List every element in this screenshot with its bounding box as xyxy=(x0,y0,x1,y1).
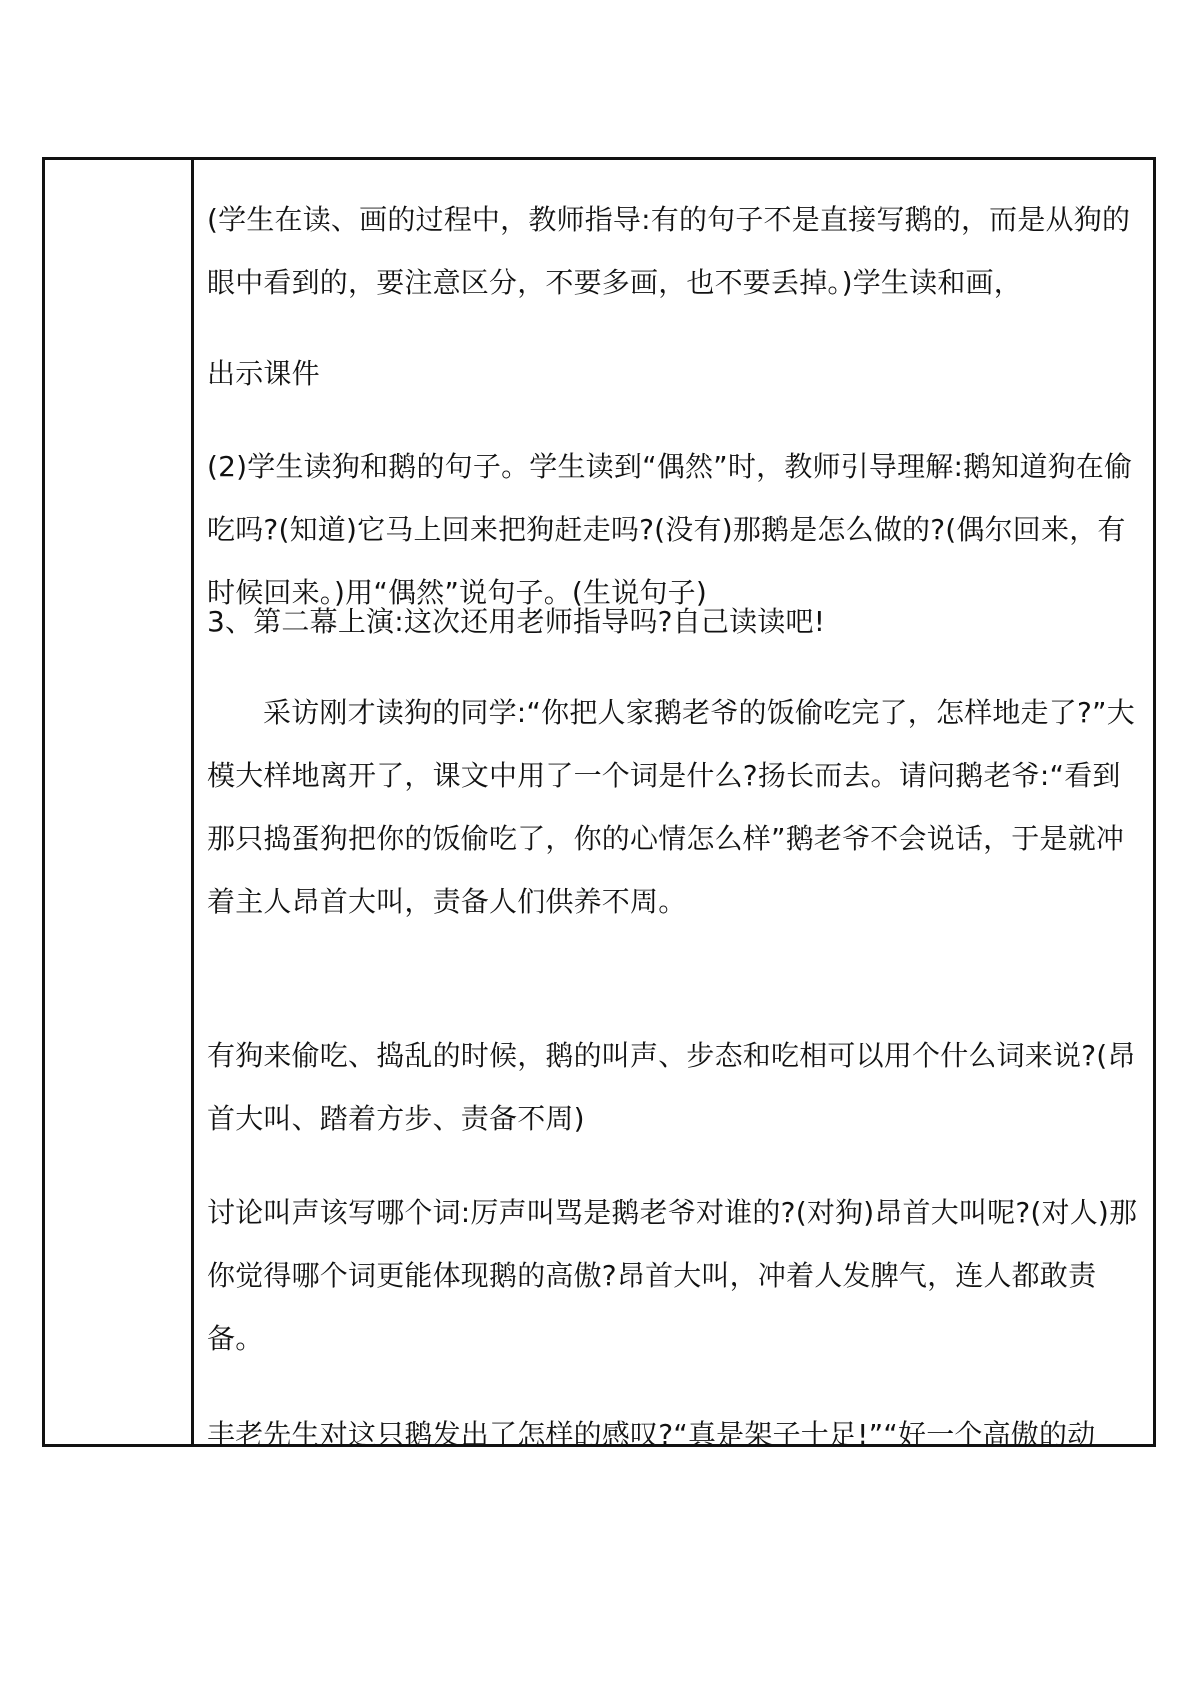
paragraph-author-sigh: 丰老先生对这只鹅发出了怎样的感叹?“真是架子十足!”“好一个高傲的动 xyxy=(207,1418,1096,1451)
paragraph-reading-guidance: (学生在读、画的过程中，教师指导:有的句子不是直接写鹅的，而是从狗的眼中看到的，要注意区分，不要多画，也不要丢掉。)学生读和画， xyxy=(207,203,1131,299)
paragraph-goose-behavior: 有狗来偷吃、捣乱的时候，鹅的叫声、步态和吃相可以用个什么词来说?(昂首大叫、踏着方步、责备不周) xyxy=(207,1039,1136,1135)
left-column-cell xyxy=(45,160,194,1444)
paragraph-second-act: 3、第二幕上演:这次还用老师指导吗?自己读读吧! xyxy=(207,605,826,638)
paragraph-discussion: 讨论叫声该写哪个词:厉声叫骂是鹅老爷对谁的?(对狗)昂首大叫呢?(对人)那你觉得哪个词更能体现鹅的高傲?昂首大叫，冲着人发脾气，连人都敢责备。 xyxy=(207,1196,1138,1355)
content-cell xyxy=(194,160,1153,1451)
lesson-table xyxy=(42,157,1156,1451)
paragraph-interview: 采访刚才读狗的同学:“你把人家鹅老爷的饭偷吃完了，怎样地走了?”大模大样地离开了，课文中用了一个词是什么?扬长而去。请问鹅老爷:“看到那只捣蛋狗把你的饭偷吃了，你的心情怎么样”鹅老爷不会说话，于是就冲着主人昂首大叫，责备人们供养不周。 xyxy=(207,696,1135,918)
paragraph-dog-and-goose: (2)学生读狗和鹅的句子。学生读到“偶然”时，教师引导理解:鹅知道狗在偷吃吗?(知道)它马上回来把狗赶走吗?(没有)那鹅是怎么做的?(偶尔回来，有时候回来。)用“偶然”说句子。(生说句子) xyxy=(207,450,1133,609)
paragraph-show-courseware: 出示课件 xyxy=(207,357,320,390)
